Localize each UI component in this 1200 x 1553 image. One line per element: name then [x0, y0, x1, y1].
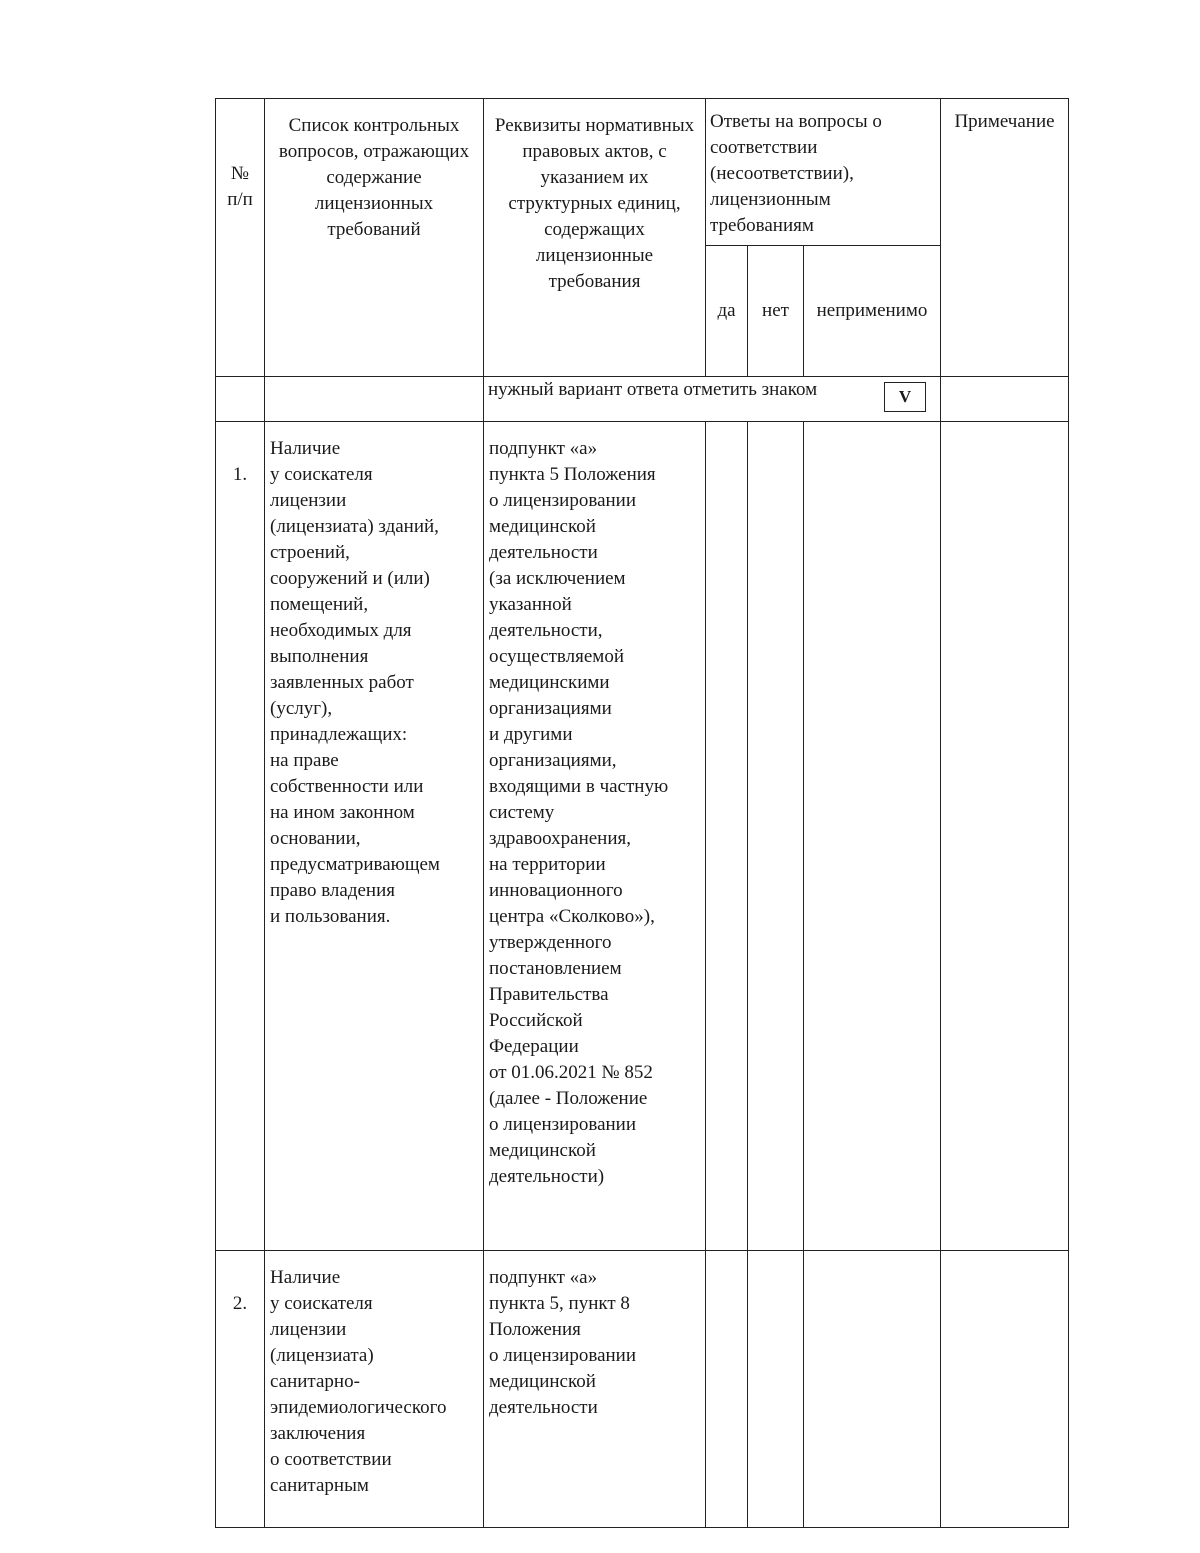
row-requisite: подпункт «а» пункта 5 Положения о лицензировании медицинской деятельности (за исключением указанной деятельности, осуществляемой медицинскими организациями и другими организациями, входящими в частную систему здравоохранения, на территории инновационного центра «Сколково»), утвержденного постановлением Правительства Российской Федерации от 01.06.2021 № 852 (далее - Положение о лицензировании медицинской деятельности)	[484, 422, 706, 1251]
answer-yes-cell[interactable]	[706, 422, 748, 1251]
hint-empty-note	[941, 377, 1069, 422]
header-row	[216, 99, 1069, 246]
header-yes: да	[706, 246, 748, 377]
header-na: неприменимо	[804, 246, 941, 377]
note-cell[interactable]	[941, 422, 1069, 1251]
header-answers: Ответы на вопросы о соответствии (несоответствии), лицензионным требованиям	[706, 99, 941, 246]
hint-empty-question	[265, 377, 484, 422]
header-requisites: Реквизиты нормативных правовых актов, с указанием их структурных единиц, содержащих лицензионные требования	[484, 99, 706, 377]
header-num: № п/п	[216, 99, 265, 377]
checklist-table	[215, 98, 1069, 1528]
row-num: 1.	[216, 422, 265, 1251]
header-note: Примечание	[941, 99, 1069, 377]
table-row	[216, 1251, 1069, 1528]
answer-yes-cell[interactable]	[706, 1251, 748, 1528]
header-no: нет	[748, 246, 804, 377]
row-num: 2.	[216, 1251, 265, 1528]
answer-no-cell[interactable]	[748, 1251, 804, 1528]
answer-na-cell[interactable]	[804, 422, 941, 1251]
row-question: Наличие у соискателя лицензии (лицензиата) санитарно- эпидемиологического заключения о соответствии санитарным	[265, 1251, 484, 1528]
hint-row	[216, 377, 1069, 422]
hint-text: нужный вариант ответа отметить знаком	[488, 379, 818, 400]
note-cell[interactable]	[941, 1251, 1069, 1528]
check-mark-box: V	[884, 382, 926, 412]
table-row	[216, 422, 1069, 1251]
answer-na-cell[interactable]	[804, 1251, 941, 1528]
header-questions: Список контрольных вопросов, отражающих содержание лицензионных требований	[265, 99, 484, 377]
answer-no-cell[interactable]	[748, 422, 804, 1251]
hint-empty-num	[216, 377, 265, 422]
hint-cell	[484, 377, 941, 422]
row-question: Наличие у соискателя лицензии (лицензиата) зданий, строений, сооружений и (или) помещений, необходимых для выполнения заявленных работ (услуг), принадлежащих: на праве собственности или на ином законном основании, предусматривающем право владения и пользования.	[265, 422, 484, 1251]
row-requisite: подпункт «а» пункта 5, пункт 8 Положения о лицензировании медицинской деятельности	[484, 1251, 706, 1528]
